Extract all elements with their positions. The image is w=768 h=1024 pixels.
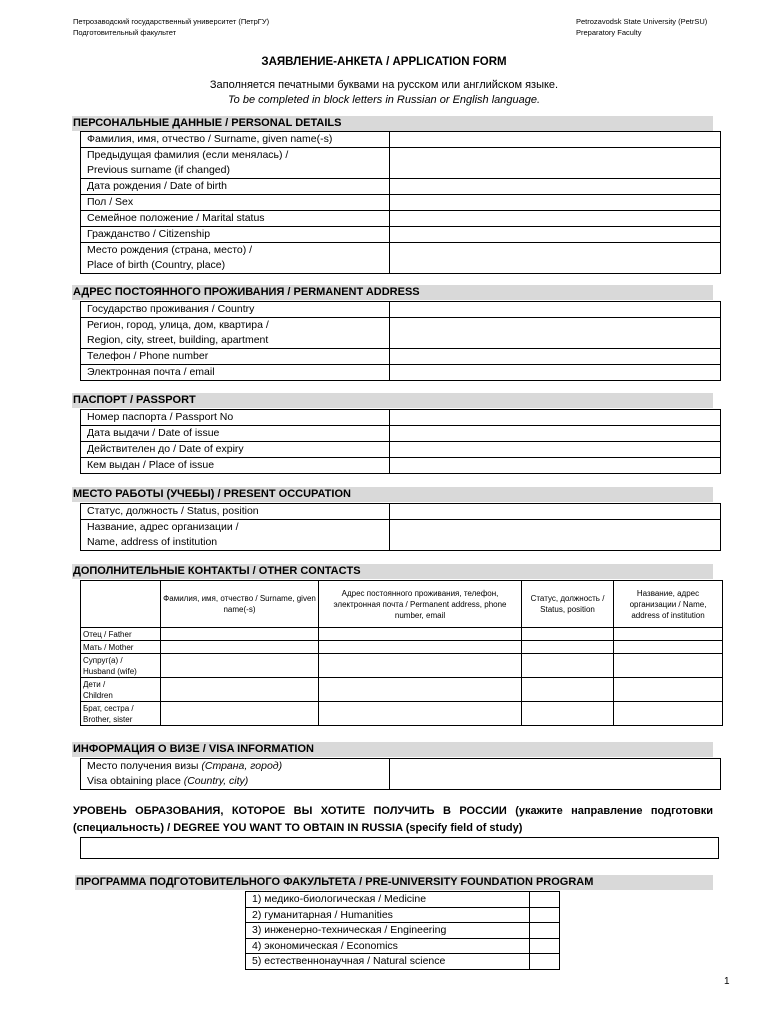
contacts-table [80,580,723,726]
contact-institution-cell[interactable] [614,641,723,654]
table-row [81,702,723,726]
section-education-heading: УРОВЕНЬ ОБРАЗОВАНИЯ, КОТОРОЕ ВЫ ХОТИТЕ ПОЛУЧИТЬ В РОССИИ (укажите направление подготовки (специальность) / DEGREE YOU WANT TO OBTAIN IN RUSSIA (specify field of study) [73,805,713,834]
label-line: Place of birth (Country, place) [87,259,226,271]
instructions-en: To be completed in block letters in Russian or English language. [227,94,541,106]
field-label [81,520,390,551]
marital-status-field[interactable] [390,211,721,227]
program-option-checkbox[interactable] [530,954,560,970]
label-line: Регион, город, улица, дом, квартира / [87,319,269,331]
contact-institution-cell[interactable] [614,678,723,702]
label-line: Brother, sister [83,714,133,724]
label-line: Previous surname (if changed) [87,164,230,176]
label-line: Фамилия, имя, отчество / Surname, given name(-s) [87,133,333,145]
place-of-birth-field[interactable] [390,243,721,274]
visa-place-field[interactable] [390,759,721,790]
table-row [81,227,721,243]
table-row [81,179,721,195]
program-option-label: 1) медико-биологическая / Medicine [246,892,530,908]
program-option-checkbox[interactable] [530,923,560,939]
field-label [81,302,390,318]
field-label [81,195,390,211]
contact-institution-cell[interactable] [614,628,723,641]
column-header: Адрес постоянного проживания, телефон, электронная почта / Permanent address, phone number, email [319,581,522,628]
column-header: Статус, должность / Status, position [522,581,614,628]
label-line: Region, city, street, building, apartment [87,334,269,346]
field-label [81,426,390,442]
table-row [246,954,560,970]
label-line: Кем выдан / Place of issue [87,459,215,471]
table-row [81,410,721,426]
table-row [81,302,721,318]
table-row [81,504,721,520]
contact-name-cell[interactable] [161,678,319,702]
page-number: 1 [724,976,730,987]
label-line: Действителен до / Date of expiry [87,443,244,455]
section-contacts-heading: ДОПОЛНИТЕЛЬНЫЕ КОНТАКТЫ / OTHER CONTACTS [72,564,713,579]
table-row [81,628,723,641]
table-row [81,442,721,458]
table-row [81,211,721,227]
table-row [246,923,560,939]
relation-label [81,641,161,654]
program-option-checkbox[interactable] [530,938,560,954]
label-line: Husband (wife) [83,666,137,676]
label-line: Статус, должность / Status, position [87,505,259,517]
label-line: Брат, сестра / [83,703,134,713]
table-header-row [81,581,723,628]
header-left [73,16,269,38]
relation-label [81,702,161,726]
label-line: Супруг(а) / [83,655,123,665]
contact-institution-cell[interactable] [614,654,723,678]
street-address-field[interactable] [390,318,721,349]
table-row [81,195,721,211]
label-line: Название, адрес организации / [87,521,239,533]
contact-status-cell[interactable] [522,641,614,654]
contact-address-cell[interactable] [319,654,522,678]
table-row [81,243,721,274]
label-text: Место получения визы [87,760,202,772]
relation-label [81,678,161,702]
passport-number-field[interactable] [390,410,721,426]
program-option-label: 2) гуманитарная / Humanities [246,907,530,923]
field-label [81,410,390,426]
email-field[interactable] [390,365,721,381]
contact-status-cell[interactable] [522,678,614,702]
label-line: Электронная почта / email [87,366,215,378]
table-row [81,641,723,654]
table-row [246,938,560,954]
table-row [81,654,723,678]
label-line: Место рождения (страна, место) / [87,244,253,256]
date-of-birth-field[interactable] [390,179,721,195]
label-line: Предыдущая фамилия (если менялась) / [87,149,289,161]
field-label [81,442,390,458]
surname-field[interactable] [390,132,721,148]
contact-address-cell[interactable] [319,678,522,702]
table-row [81,132,721,148]
date-of-issue-field[interactable] [390,426,721,442]
contact-address-cell[interactable] [319,628,522,641]
field-label [81,132,390,148]
section-occupation-heading: МЕСТО РАБОТЫ (УЧЕБЫ) / PRESENT OCCUPATION [72,487,713,502]
table-row [81,148,721,179]
label-line [87,774,389,789]
occupation-table [80,503,721,551]
label-line: Children [83,690,113,700]
institution-field[interactable] [390,520,721,551]
label-line: Номер паспорта / Passport No [87,411,234,423]
field-label [81,179,390,195]
program-option-label: 5) естественнонаучная / Natural science [246,954,530,970]
faculty-name-en: Preparatory Faculty [576,28,642,37]
label-line: Дата выдачи / Date of issue [87,427,220,439]
passport-table [80,409,721,474]
sex-field[interactable] [390,195,721,211]
contact-name-cell[interactable] [161,628,319,641]
contact-name-cell[interactable] [161,702,319,726]
header-right [576,16,707,38]
table-row [81,759,721,790]
label-line: Семейное положение / Marital status [87,212,265,224]
label-line [87,759,389,774]
section-personal-heading: ПЕРСОНАЛЬНЫЕ ДАННЫЕ / PERSONAL DETAILS [72,116,713,131]
label-line: Телефон / Phone number [87,350,209,362]
label-line: Пол / Sex [87,196,134,208]
field-label [81,243,390,274]
field-label [81,458,390,474]
table-row [81,678,723,702]
program-option-label: 4) экономическая / Economics [246,938,530,954]
instructions-ru: Заполняется печатными буквами на русском или английском языке. [209,79,559,91]
contact-status-cell[interactable] [522,654,614,678]
field-label [81,349,390,365]
field-of-study-field[interactable] [80,837,719,859]
table-row [81,426,721,442]
section-passport-heading: ПАСПОРТ / PASSPORT [72,393,713,408]
section-address-heading: АДРЕС ПОСТОЯННОГО ПРОЖИВАНИЯ / PERMANENT ADDRESS [72,285,713,300]
label-line: Дети / [83,679,106,689]
address-table [80,301,721,381]
column-header: Название, адрес организации / Name, address of institution [614,581,723,628]
column-header: Фамилия, имя, отчество / Surname, given name(-s) [161,581,319,628]
university-name-ru: Петрозаводский государственный университет (ПетрГУ) [73,17,270,26]
relation-label [81,628,161,641]
section-visa-heading: ИНФОРМАЦИЯ О ВИЗЕ / VISA INFORMATION [72,742,713,757]
field-label [81,759,390,790]
personal-details-table [80,131,721,274]
visa-table [80,758,721,790]
label-line: Государство проживания / Country [87,303,255,315]
faculty-name-ru: Подготовительный факультет [73,28,177,37]
section-program-heading: ПРОГРАММА ПОДГОТОВИТЕЛЬНОГО ФАКУЛЬТЕТА / PRE-UNIVERSITY FOUNDATION PROGRAM [75,875,713,890]
table-row [81,520,721,551]
program-table [245,891,560,970]
date-of-expiry-field[interactable] [390,442,721,458]
field-label [81,148,390,179]
label-line: Name, address of institution [87,536,218,548]
contact-name-cell[interactable] [161,641,319,654]
contact-name-cell[interactable] [161,654,319,678]
label-text-italic: (Country, city) [183,775,249,787]
label-line: Отец / Father [83,629,132,639]
program-option-checkbox[interactable] [530,907,560,923]
table-row [81,318,721,349]
program-option-checkbox[interactable] [530,892,560,908]
contact-status-cell[interactable] [522,628,614,641]
table-row [246,892,560,908]
page-title: ЗАЯВЛЕНИЕ-АНКЕТА / APPLICATION FORM [261,56,507,68]
university-name-en: Petrozavodsk State University (PetrSU) [576,17,708,26]
label-text-italic: (Страна, город) [201,760,283,772]
label-line: Дата рождения / Date of birth [87,180,228,192]
status-position-field[interactable] [390,504,721,520]
contact-status-cell[interactable] [522,702,614,726]
contact-address-cell[interactable] [319,641,522,654]
relation-label [81,654,161,678]
column-header [81,581,161,628]
contact-institution-cell[interactable] [614,702,723,726]
field-label [81,365,390,381]
place-of-issue-field[interactable] [390,458,721,474]
label-text: Visa obtaining place [87,775,184,787]
field-label [81,318,390,349]
program-option-label: 3) инженерно-техническая / Engineering [246,923,530,939]
table-row [81,365,721,381]
contact-address-cell[interactable] [319,702,522,726]
table-row [246,907,560,923]
previous-surname-field[interactable] [390,148,721,179]
field-label [81,227,390,243]
label-line: Мать / Mother [83,642,134,652]
label-line: Гражданство / Citizenship [87,228,211,240]
citizenship-field[interactable] [390,227,721,243]
field-label [81,211,390,227]
country-field[interactable] [390,302,721,318]
field-label [81,504,390,520]
table-row [81,458,721,474]
phone-field[interactable] [390,349,721,365]
table-row [81,349,721,365]
